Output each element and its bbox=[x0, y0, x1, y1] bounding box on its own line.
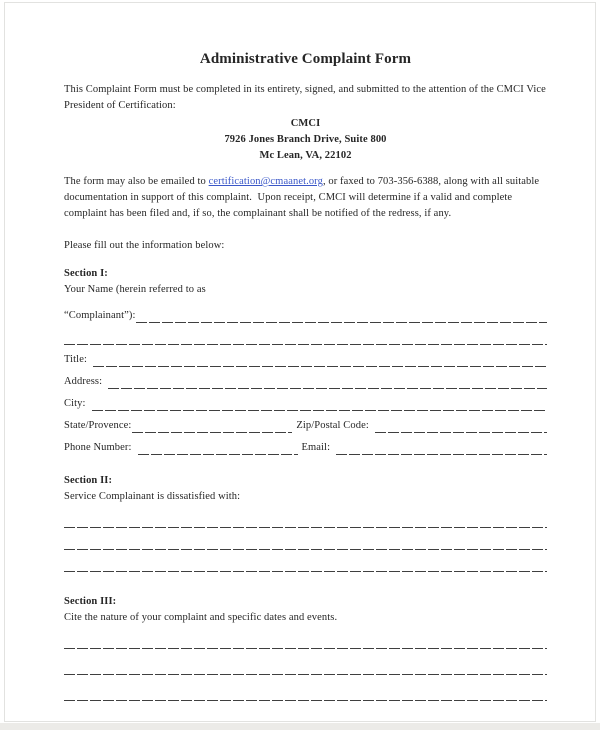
org-city-line: Mc Lean, VA, 22102 bbox=[259, 150, 352, 161]
org-street: 7926 Jones Branch Drive, Suite 800 bbox=[224, 134, 387, 145]
email-link[interactable]: certification@cmaanet.org bbox=[208, 176, 323, 187]
phone-input-line[interactable] bbox=[138, 444, 298, 455]
complainant-continuation-row bbox=[64, 334, 547, 345]
title-input-line[interactable] bbox=[93, 356, 547, 367]
page-title: Administrative Complaint Form bbox=[199, 51, 412, 67]
phone-label: Phone Number: bbox=[64, 442, 132, 453]
section-2-prompt: Service Complainant is dissatisfied with: bbox=[64, 491, 241, 502]
section-2-response-line-2[interactable] bbox=[64, 539, 547, 550]
zip-input-line[interactable] bbox=[375, 422, 547, 433]
section-3 bbox=[64, 594, 547, 701]
city-input-line[interactable] bbox=[92, 400, 547, 411]
org-address-block bbox=[64, 116, 547, 164]
delivery-text-after: , or faxed to 703-356-6388, along with all suitable documentation in support of this complaint. Upon receipt, CMCI will determine if a valid and complete complaint has been filed and, if so, the complainant shall be notified of the redress, if any. bbox=[64, 176, 540, 219]
state-input-line[interactable] bbox=[132, 422, 292, 433]
section-1-heading: Section I: bbox=[64, 268, 108, 279]
state-label: State/Provence: bbox=[64, 420, 132, 431]
complainant-input-line-2[interactable] bbox=[64, 334, 547, 345]
section-2-response-line-3[interactable] bbox=[64, 561, 547, 572]
address-input-line[interactable] bbox=[108, 378, 547, 389]
complainant-input-line[interactable] bbox=[136, 312, 547, 323]
section-2 bbox=[64, 473, 547, 572]
intro-paragraph: This Complaint Form must be completed in its entirety, signed, and submitted to the attention of the CMCI Vice President of Certification: bbox=[64, 84, 546, 111]
city-label: City: bbox=[64, 398, 86, 409]
section-3-prompt: Cite the nature of your complaint and specific dates and events. bbox=[64, 612, 338, 623]
email-input-line[interactable] bbox=[336, 444, 547, 455]
title-row bbox=[64, 352, 547, 367]
section-3-response-line-2[interactable] bbox=[64, 664, 547, 675]
section-2-response-line-1[interactable] bbox=[64, 517, 547, 528]
section-3-heading: Section III: bbox=[64, 596, 117, 607]
section-1 bbox=[64, 266, 547, 455]
fill-prompt: Please fill out the information below: bbox=[64, 240, 225, 251]
complainant-row bbox=[64, 308, 547, 323]
address-label: Address: bbox=[64, 376, 103, 387]
zip-label: Zip/Postal Code: bbox=[296, 420, 369, 431]
state-zip-row bbox=[64, 418, 547, 433]
title-label: Title: bbox=[64, 354, 87, 365]
section-2-heading: Section II: bbox=[64, 475, 113, 486]
email-label: Email: bbox=[301, 442, 331, 453]
city-row bbox=[64, 396, 547, 411]
address-row bbox=[64, 374, 547, 389]
delivery-paragraph bbox=[64, 174, 547, 222]
section-3-response-line-1[interactable] bbox=[64, 638, 547, 649]
delivery-text-before: The form may also be emailed to bbox=[64, 176, 209, 187]
org-name: CMCI bbox=[290, 118, 321, 129]
section-3-response-line-3[interactable] bbox=[64, 690, 547, 701]
phone-email-row bbox=[64, 440, 547, 455]
name-intro-line: Your Name (herein referred to as bbox=[64, 284, 206, 295]
page-bottom-edge bbox=[0, 723, 600, 730]
complainant-label: “Complainant”): bbox=[64, 310, 136, 321]
